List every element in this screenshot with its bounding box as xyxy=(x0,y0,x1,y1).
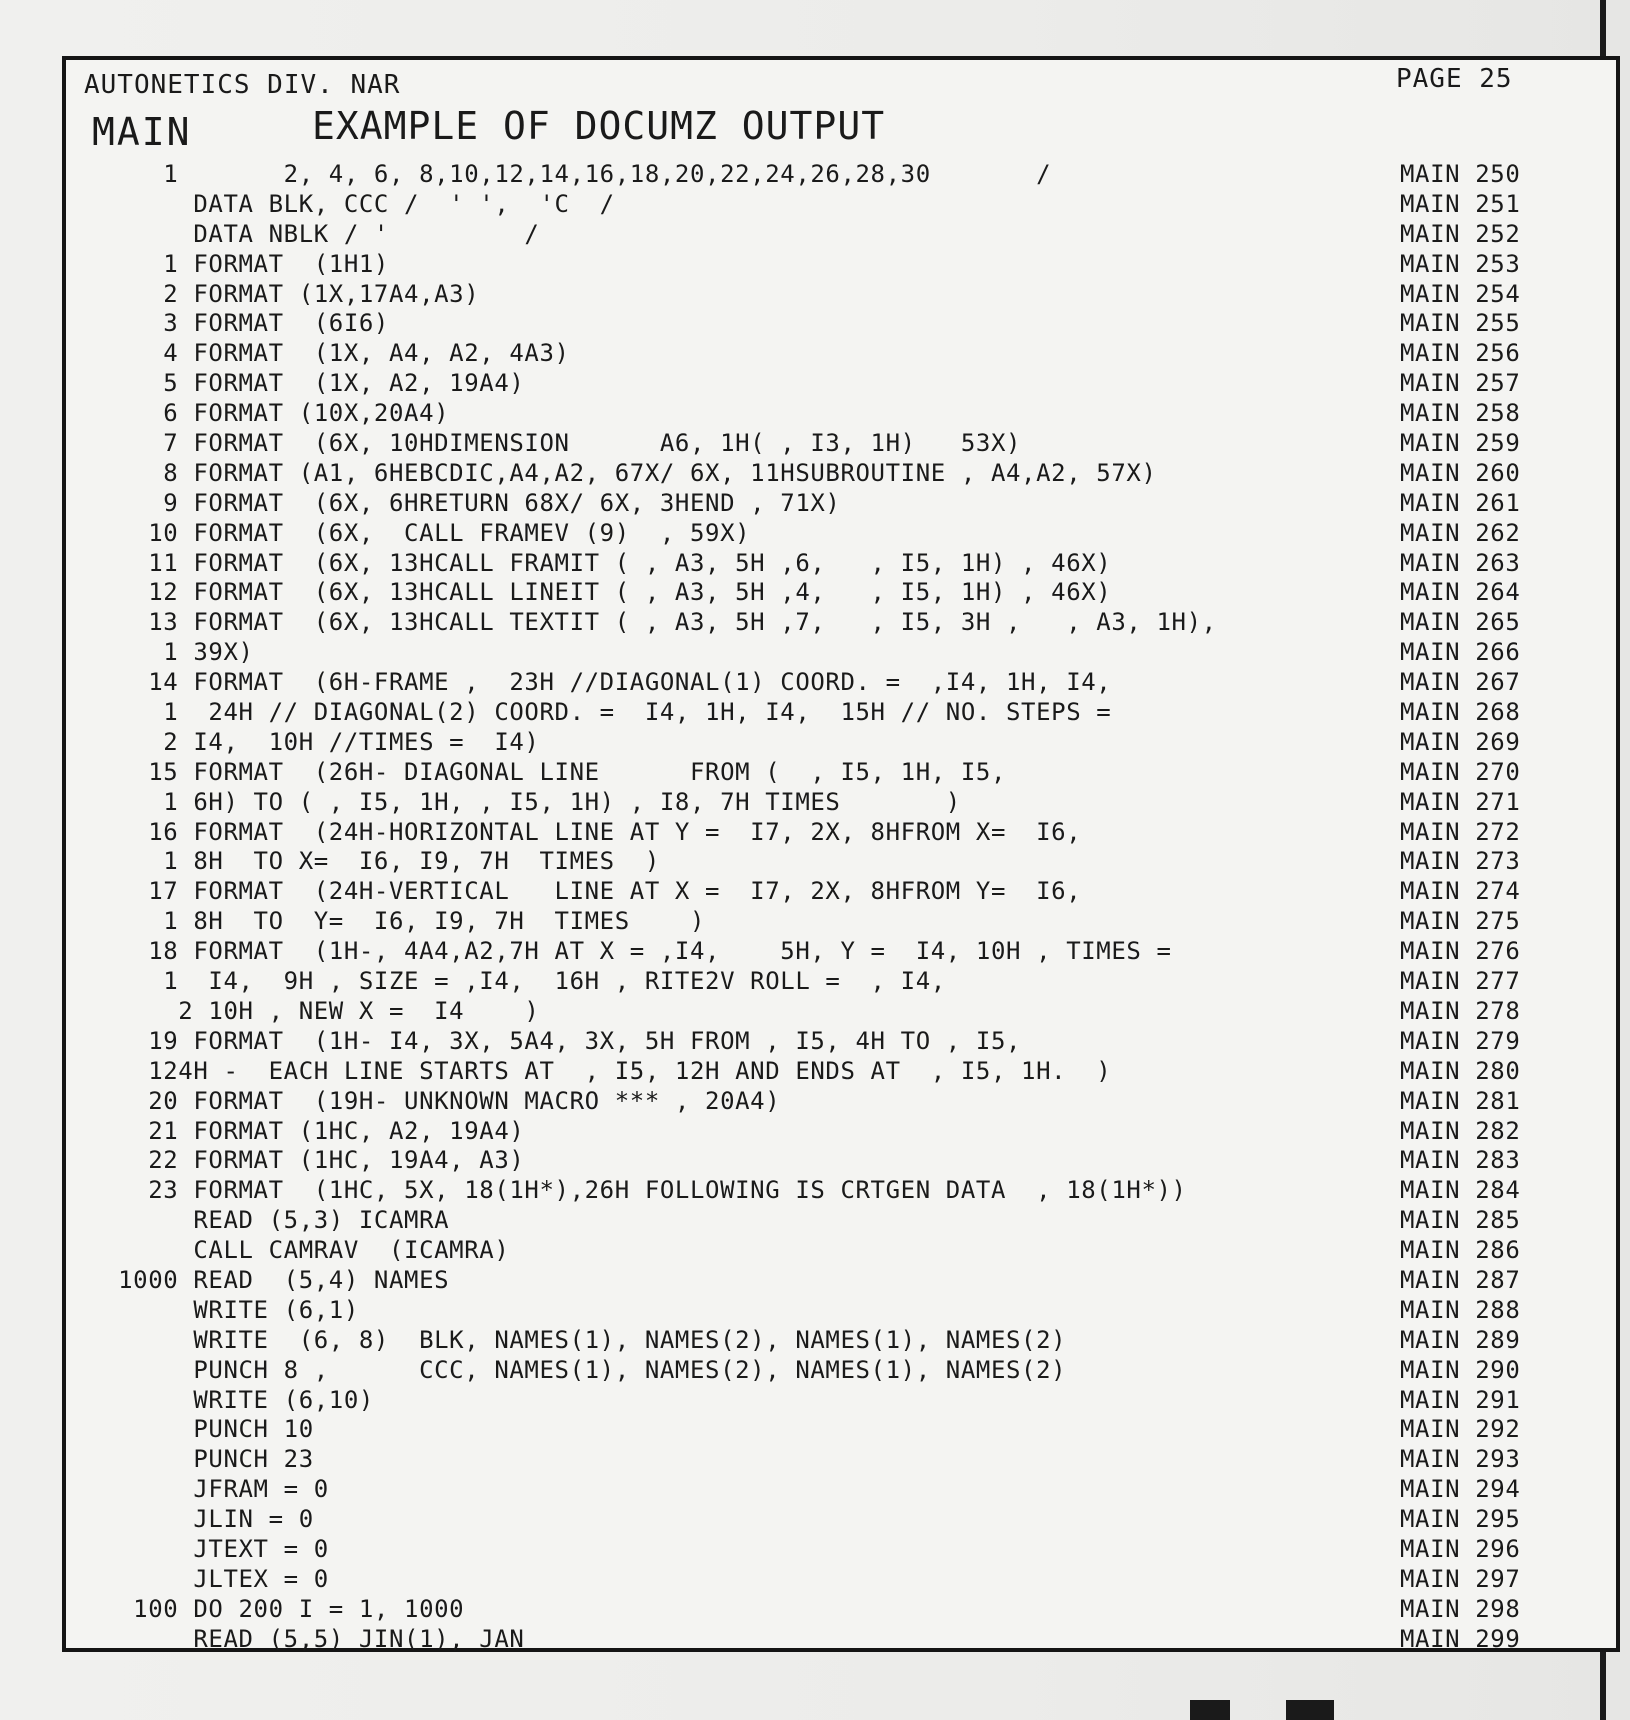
sequence-number: MAIN 263 xyxy=(1400,548,1521,577)
listing-line xyxy=(88,1475,1598,1505)
code-text: 4 FORMAT (1X, A4, A2, 4A3) xyxy=(88,339,570,368)
code-text: 2 I4, 10H //TIMES = I4) xyxy=(88,727,540,756)
listing-line xyxy=(88,1266,1598,1296)
code-text: WRITE (6, 8) BLK, NAMES(1), NAMES(2), NAMES(1), NAMES(2) xyxy=(88,1325,1067,1354)
listing-line xyxy=(88,519,1598,549)
source-listing xyxy=(88,160,1598,1655)
code-text: PUNCH 8 , CCC, NAMES(1), NAMES(2), NAMES(1), NAMES(2) xyxy=(88,1355,1067,1384)
sequence-number: MAIN 271 xyxy=(1400,787,1521,816)
listing-line xyxy=(88,698,1598,728)
sequence-number: MAIN 281 xyxy=(1400,1086,1521,1115)
sequence-number: MAIN 285 xyxy=(1400,1206,1521,1235)
listing-line xyxy=(88,758,1598,788)
sequence-number: MAIN 266 xyxy=(1400,638,1521,667)
listing-line xyxy=(88,1326,1598,1356)
code-text: 124H - EACH LINE STARTS AT , I5, 12H AND ENDS AT , I5, 1H. ) xyxy=(88,1056,1112,1085)
code-text: 16 FORMAT (24H-HORIZONTAL LINE AT Y = I7, 2X, 8HFROM X= I6, xyxy=(88,817,1082,846)
listing-line xyxy=(88,220,1598,250)
listing-line xyxy=(88,399,1598,429)
code-text: READ (5,5) JIN(1), JAN xyxy=(88,1624,525,1653)
listing-line xyxy=(88,369,1598,399)
listing-line xyxy=(88,1117,1598,1147)
listing-line xyxy=(88,280,1598,310)
program-name: MAIN xyxy=(92,110,192,154)
sequence-number: MAIN 294 xyxy=(1400,1475,1521,1504)
listing-line xyxy=(88,250,1598,280)
sequence-number: MAIN 296 xyxy=(1400,1534,1521,1563)
code-text: PUNCH 10 xyxy=(88,1415,314,1444)
code-text: JFRAM = 0 xyxy=(88,1475,329,1504)
sequence-number: MAIN 295 xyxy=(1400,1505,1521,1534)
code-text: 2 FORMAT (1X,17A4,A3) xyxy=(88,279,480,308)
listing-line xyxy=(88,907,1598,937)
code-text: WRITE (6,1) xyxy=(88,1295,359,1324)
sequence-number: MAIN 272 xyxy=(1400,817,1521,846)
code-text: 9 FORMAT (6X, 6HRETURN 68X/ 6X, 3HEND , 71X) xyxy=(88,488,841,517)
listing-line xyxy=(88,1146,1598,1176)
sequence-number: MAIN 282 xyxy=(1400,1116,1521,1145)
code-text: 18 FORMAT (1H-, 4A4,A2,7H AT X = ,I4, 5H, Y = I4, 10H , TIMES = xyxy=(88,937,1172,966)
code-text: DATA NBLK / ' / xyxy=(88,219,540,248)
code-text: 21 FORMAT (1HC, A2, 19A4) xyxy=(88,1116,525,1145)
sequence-number: MAIN 297 xyxy=(1400,1564,1521,1593)
sequence-number: MAIN 293 xyxy=(1400,1445,1521,1474)
code-text: 2 10H , NEW X = I4 ) xyxy=(88,996,540,1025)
sequence-number: MAIN 275 xyxy=(1400,907,1521,936)
sequence-number: MAIN 290 xyxy=(1400,1355,1521,1384)
listing-line xyxy=(88,1505,1598,1535)
sequence-number: MAIN 291 xyxy=(1400,1385,1521,1414)
listing-line xyxy=(88,728,1598,758)
listing-line xyxy=(88,1027,1598,1057)
code-text: 23 FORMAT (1HC, 5X, 18(1H*),26H FOLLOWING IS CRTGEN DATA , 18(1H*)) xyxy=(88,1176,1187,1205)
sequence-number: MAIN 287 xyxy=(1400,1265,1521,1294)
sequence-number: MAIN 280 xyxy=(1400,1056,1521,1085)
code-text: JLIN = 0 xyxy=(88,1505,314,1534)
sequence-number: MAIN 273 xyxy=(1400,847,1521,876)
sequence-number: MAIN 292 xyxy=(1400,1415,1521,1444)
code-text: 22 FORMAT (1HC, 19A4, A3) xyxy=(88,1146,525,1175)
sequence-number: MAIN 258 xyxy=(1400,399,1521,428)
code-text: CALL CAMRAV (ICAMRA) xyxy=(88,1236,510,1265)
listing-line xyxy=(88,847,1598,877)
sequence-number: MAIN 254 xyxy=(1400,279,1521,308)
sequence-number: MAIN 260 xyxy=(1400,458,1521,487)
sequence-number: MAIN 279 xyxy=(1400,1026,1521,1055)
code-text: 3 FORMAT (6I6) xyxy=(88,309,389,338)
listing-line xyxy=(88,937,1598,967)
sequence-number: MAIN 274 xyxy=(1400,877,1521,906)
code-text: 1 24H // DIAGONAL(2) COORD. = I4, 1H, I4, 15H // NO. STEPS = xyxy=(88,698,1112,727)
sequence-number: MAIN 262 xyxy=(1400,518,1521,547)
sequence-number: MAIN 255 xyxy=(1400,309,1521,338)
page-title: EXAMPLE OF DOCUMZ OUTPUT xyxy=(312,104,886,148)
listing-line xyxy=(88,608,1598,638)
listing-line xyxy=(88,967,1598,997)
code-text: 20 FORMAT (19H- UNKNOWN MACRO *** , 20A4) xyxy=(88,1086,781,1115)
code-text: 1 39X) xyxy=(88,638,254,667)
listing-line xyxy=(88,997,1598,1027)
sequence-number: MAIN 259 xyxy=(1400,429,1521,458)
sequence-number: MAIN 283 xyxy=(1400,1146,1521,1175)
code-text: 11 FORMAT (6X, 13HCALL FRAMIT ( , A3, 5H ,6, , I5, 1H) , 46X) xyxy=(88,548,1112,577)
listing-line xyxy=(88,1445,1598,1475)
sequence-number: MAIN 264 xyxy=(1400,578,1521,607)
sequence-number: MAIN 299 xyxy=(1400,1624,1521,1653)
code-text: PUNCH 23 xyxy=(88,1445,314,1474)
code-text: JLTEX = 0 xyxy=(88,1564,329,1593)
scan-artifact-mark xyxy=(1286,1700,1334,1720)
listing-line xyxy=(88,459,1598,489)
sequence-number: MAIN 256 xyxy=(1400,339,1521,368)
code-text: 6 FORMAT (10X,20A4) xyxy=(88,399,450,428)
listing-line xyxy=(88,1625,1598,1655)
listing-line xyxy=(88,549,1598,579)
code-text: JTEXT = 0 xyxy=(88,1534,329,1563)
page-number: PAGE 25 xyxy=(1396,64,1513,94)
sequence-number: MAIN 269 xyxy=(1400,727,1521,756)
sequence-number: MAIN 276 xyxy=(1400,937,1521,966)
sequence-number: MAIN 278 xyxy=(1400,996,1521,1025)
listing-line xyxy=(88,1296,1598,1326)
code-text: 12 FORMAT (6X, 13HCALL LINEIT ( , A3, 5H ,4, , I5, 1H) , 46X) xyxy=(88,578,1112,607)
listing-line xyxy=(88,578,1598,608)
sequence-number: MAIN 270 xyxy=(1400,757,1521,786)
listing-line xyxy=(88,1236,1598,1266)
listing-line xyxy=(88,788,1598,818)
listing-line xyxy=(88,1057,1598,1087)
listing-line xyxy=(88,309,1598,339)
listing-line xyxy=(88,1565,1598,1595)
sequence-number: MAIN 252 xyxy=(1400,219,1521,248)
code-text: 13 FORMAT (6X, 13HCALL TEXTIT ( , A3, 5H ,7, , I5, 3H , , A3, 1H), xyxy=(88,608,1217,637)
code-text: 1 2, 4, 6, 8,10,12,14,16,18,20,22,24,26,28,30 / xyxy=(88,160,1052,188)
sequence-number: MAIN 284 xyxy=(1400,1176,1521,1205)
code-text: 19 FORMAT (1H- I4, 3X, 5A4, 3X, 5H FROM , I5, 4H TO , I5, xyxy=(88,1026,1022,1055)
code-text: 1 8H TO Y= I6, I9, 7H TIMES ) xyxy=(88,907,706,936)
listing-line xyxy=(88,1356,1598,1386)
sequence-number: MAIN 298 xyxy=(1400,1594,1521,1623)
code-text: 15 FORMAT (26H- DIAGONAL LINE FROM ( , I5, 1H, I5, xyxy=(88,757,1007,786)
listing-line xyxy=(88,1386,1598,1416)
listing-line xyxy=(88,1595,1598,1625)
listing-line xyxy=(88,190,1598,220)
sequence-number: MAIN 265 xyxy=(1400,608,1521,637)
scan-artifact-mark xyxy=(1190,1700,1230,1720)
sequence-number: MAIN 288 xyxy=(1400,1295,1521,1324)
listing-line xyxy=(88,638,1598,668)
code-text: 1000 READ (5,4) NAMES xyxy=(88,1265,450,1294)
sequence-number: MAIN 267 xyxy=(1400,668,1521,697)
sequence-number: MAIN 286 xyxy=(1400,1236,1521,1265)
listing-line xyxy=(88,877,1598,907)
sequence-number: MAIN 261 xyxy=(1400,488,1521,517)
code-text: 7 FORMAT (6X, 10HDIMENSION A6, 1H( , I3, 1H) 53X) xyxy=(88,429,1022,458)
listing-line xyxy=(88,1087,1598,1117)
listing-line xyxy=(88,1535,1598,1565)
code-text: DATA BLK, CCC / ' ', 'C / xyxy=(88,189,615,218)
listing-line xyxy=(88,668,1598,698)
code-text: 1 8H TO X= I6, I9, 7H TIMES ) xyxy=(88,847,660,876)
sequence-number: MAIN 268 xyxy=(1400,698,1521,727)
code-text: 14 FORMAT (6H-FRAME , 23H //DIAGONAL(1) COORD. = ,I4, 1H, I4, xyxy=(88,668,1112,697)
code-text: 1 I4, 9H , SIZE = ,I4, 16H , RITE2V ROLL = , I4, xyxy=(88,967,946,996)
listing-line xyxy=(88,818,1598,848)
listing-line xyxy=(88,1206,1598,1236)
code-text: 10 FORMAT (6X, CALL FRAMEV (9) , 59X) xyxy=(88,518,751,547)
sequence-number: MAIN 253 xyxy=(1400,249,1521,278)
listing-line xyxy=(88,1176,1598,1206)
code-text: 1 6H) TO ( , I5, 1H, , I5, 1H) , I8, 7H TIMES ) xyxy=(88,787,961,816)
listing-line xyxy=(88,339,1598,369)
listing-line xyxy=(88,429,1598,459)
code-text: 1 FORMAT (1H1) xyxy=(88,249,389,278)
sequence-number: MAIN 289 xyxy=(1400,1325,1521,1354)
code-text: 8 FORMAT (A1, 6HEBCDIC,A4,A2, 67X/ 6X, 11HSUBROUTINE , A4,A2, 57X) xyxy=(88,458,1157,487)
sequence-number: MAIN 277 xyxy=(1400,967,1521,996)
sequence-number: MAIN 257 xyxy=(1400,369,1521,398)
listing-line xyxy=(88,160,1598,190)
listing-line xyxy=(88,489,1598,519)
code-text: 17 FORMAT (24H-VERTICAL LINE AT X = I7, 2X, 8HFROM Y= I6, xyxy=(88,877,1082,906)
listing-line xyxy=(88,1415,1598,1445)
code-text: WRITE (6,10) xyxy=(88,1385,374,1414)
organization-label: AUTONETICS DIV. NAR xyxy=(84,70,401,100)
sequence-number: MAIN 250 xyxy=(1400,160,1521,188)
code-text: READ (5,3) ICAMRA xyxy=(88,1206,450,1235)
code-text: 100 DO 200 I = 1, 1000 xyxy=(88,1594,465,1623)
sequence-number: MAIN 251 xyxy=(1400,189,1521,218)
code-text: 5 FORMAT (1X, A2, 19A4) xyxy=(88,369,525,398)
